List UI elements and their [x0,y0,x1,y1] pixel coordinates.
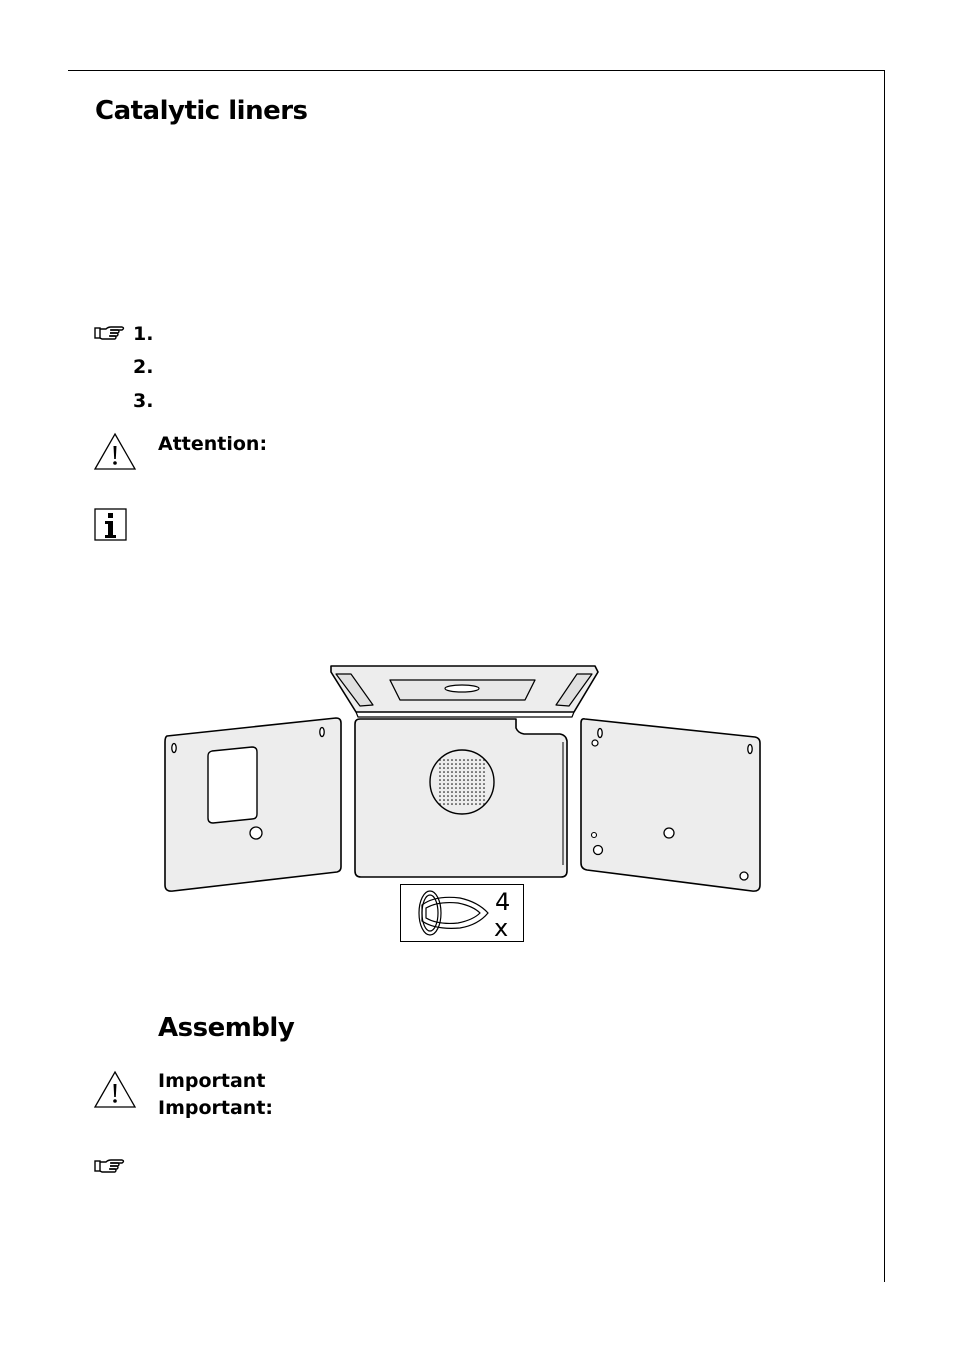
pointing-hand-icon [94,323,126,343]
important-label-2: Important: [158,1097,274,1119]
section-title: Catalytic liners [95,96,308,126]
assembly-title: Assembly [158,1013,295,1043]
warning-triangle-icon [93,1070,137,1110]
important-label: Important [158,1070,266,1092]
right-rule [884,70,885,1282]
attention-label: Attention: [158,433,268,455]
right-liner [581,719,760,891]
fastener-count-number: 4 [495,888,511,916]
catalytic-liners-illustration [160,660,765,945]
warning-triangle-icon [93,432,137,472]
pointing-hand-icon [94,1156,126,1176]
info-icon [94,508,128,542]
step-number-3: 3. [133,390,154,412]
fastener-count-multiplier: x [494,914,509,942]
step-number-2: 2. [133,356,154,378]
top-rule [68,70,885,71]
step-number-1: 1. [133,323,154,345]
